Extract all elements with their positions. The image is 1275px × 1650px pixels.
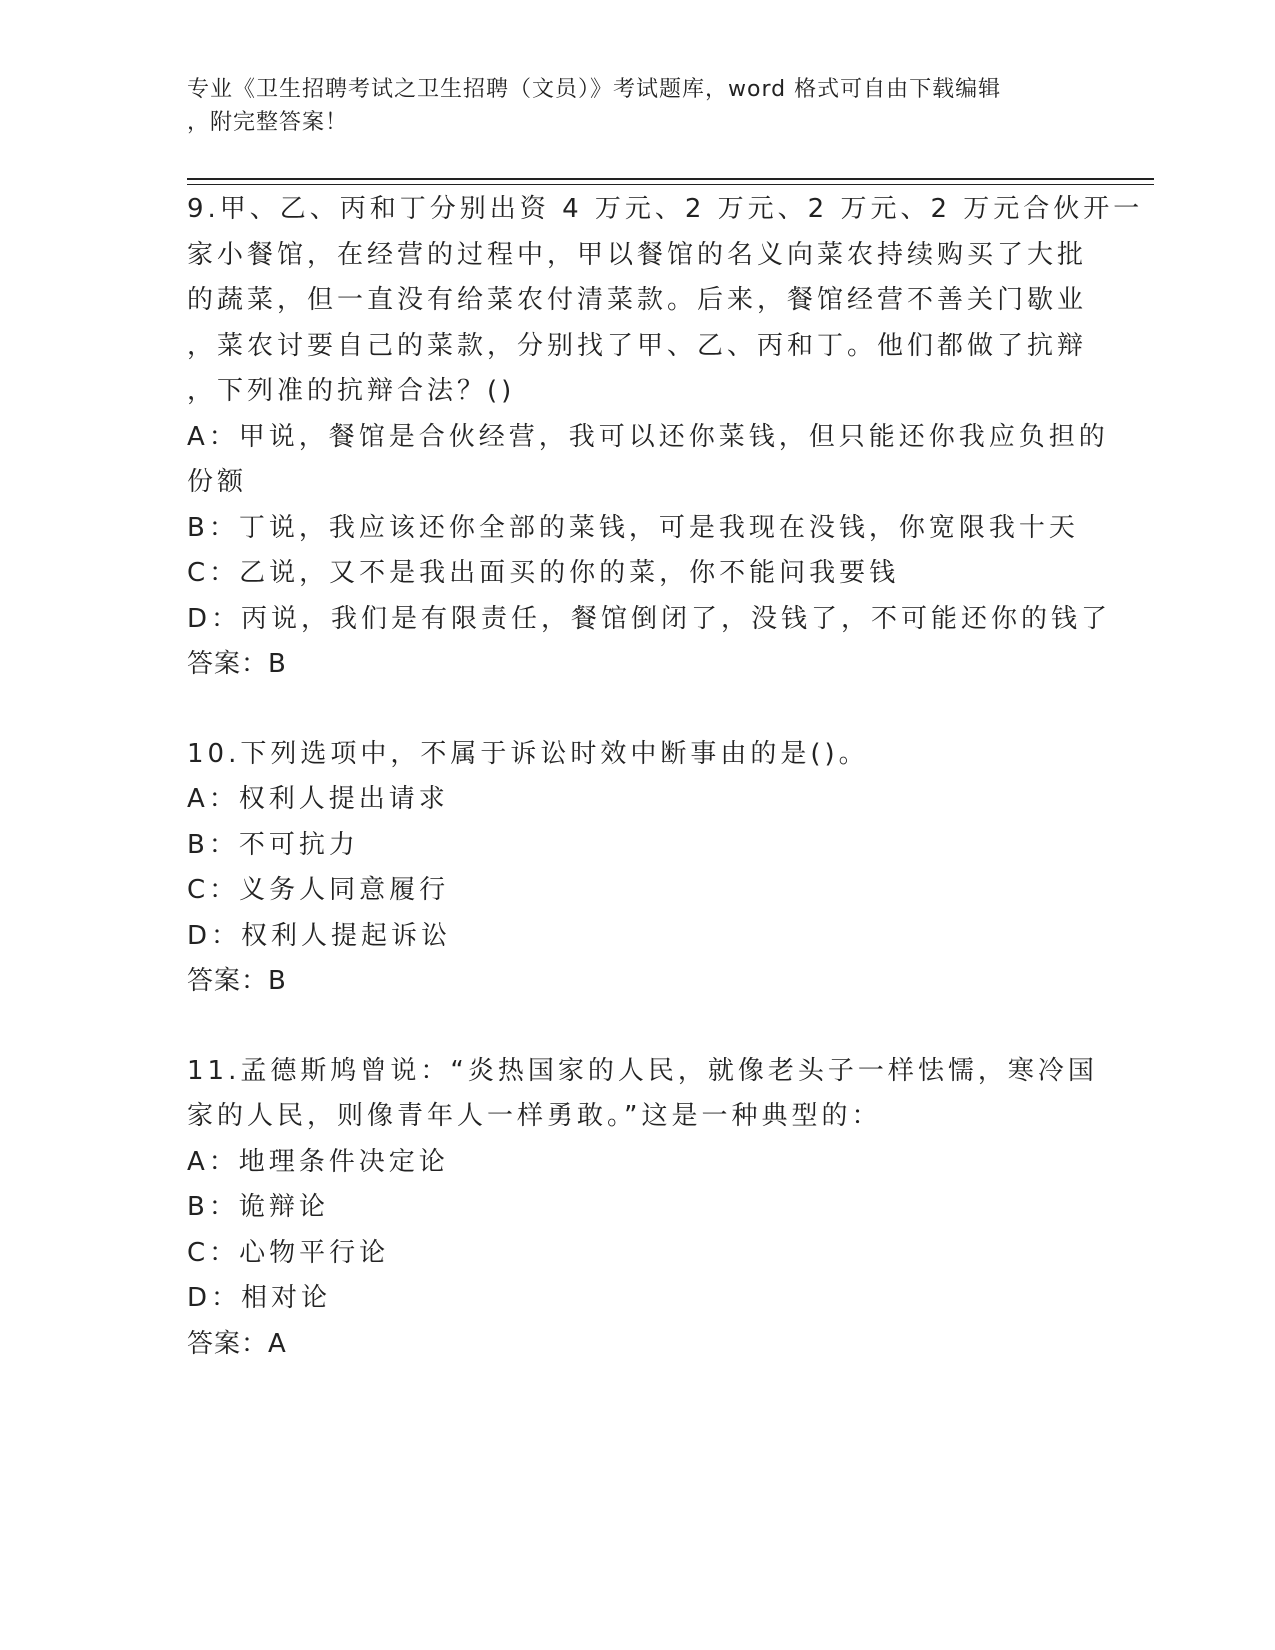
answer-label: 答案：A <box>187 1328 287 1359</box>
option-d: D：权利人提起诉讼 <box>187 920 452 951</box>
question-11 <box>187 1049 1098 1368</box>
question-text-line: ，下列准的抗辩合法？() <box>187 376 516 406</box>
question-text-line: 9.甲、乙、丙和丁分别出资 4 万元、2 万元、2 万元、2 万元合伙开一 <box>187 194 1144 224</box>
option-a-continued: 份额 <box>187 467 248 497</box>
header-divider-top <box>187 178 1154 180</box>
answer-label: 答案：B <box>187 649 287 679</box>
option-d: D：丙说，我们是有限责任，餐馆倒闭了，没钱了，不可能还你的钱了 <box>187 603 1112 634</box>
option-a: A：权利人提出请求 <box>187 784 449 814</box>
header-line: 专业《卫生招聘考试之卫生招聘（文员）》考试题库，word 格式可自由下载编辑 <box>187 77 1002 102</box>
question-list <box>187 187 1144 1367</box>
header-divider-bottom <box>187 184 1154 185</box>
option-d: D：相对论 <box>187 1283 332 1313</box>
question-10 <box>187 732 1087 1005</box>
option-b: B：不可抗力 <box>187 829 359 860</box>
answer-label: 答案：B <box>187 966 287 996</box>
question-text-line: 11.孟德斯鸠曾说：“炎热国家的人民，就像老头子一样怯懦，寒冷国 <box>187 1055 1098 1086</box>
option-c: C：义务人同意履行 <box>187 875 450 905</box>
document-header <box>187 73 1067 139</box>
option-b: B：丁说，我应该还你全部的菜钱，可是我现在没钱，你宽限我十天 <box>187 512 1079 543</box>
option-c: C：乙说，又不是我出面买的你的菜，你不能问我要钱 <box>187 558 900 588</box>
option-a: A：甲说，餐馆是合伙经营，我可以还你菜钱，但只能还你我应负担的 <box>187 421 1109 452</box>
question-text-line: 家的人民，则像青年人一样勇敢。”这是一种典型的： <box>187 1101 882 1131</box>
question-text-line: 的蔬菜，但一直没有给菜农付清菜款。后来，餐馆经营不善关门歇业 <box>187 285 1088 315</box>
question-spacer <box>187 1005 1087 1049</box>
question-9 <box>187 187 1144 688</box>
option-a: A：地理条件决定论 <box>187 1146 449 1177</box>
question-text-line: 家小餐馆，在经营的过程中，甲以餐馆的名义向菜农持续购买了大批 <box>187 239 1088 270</box>
option-b: B：诡辩论 <box>187 1192 329 1222</box>
header-line: ，附完整答案！ <box>187 110 349 135</box>
question-text-line: 10.下列选项中，不属于诉讼时效中断事由的是()。 <box>187 738 869 769</box>
question-text-line: ，菜农讨要自己的菜款，分别找了甲、乙、丙和丁。他们都做了抗辩 <box>187 330 1088 361</box>
option-c: C：心物平行论 <box>187 1237 390 1268</box>
question-spacer <box>187 688 1087 732</box>
